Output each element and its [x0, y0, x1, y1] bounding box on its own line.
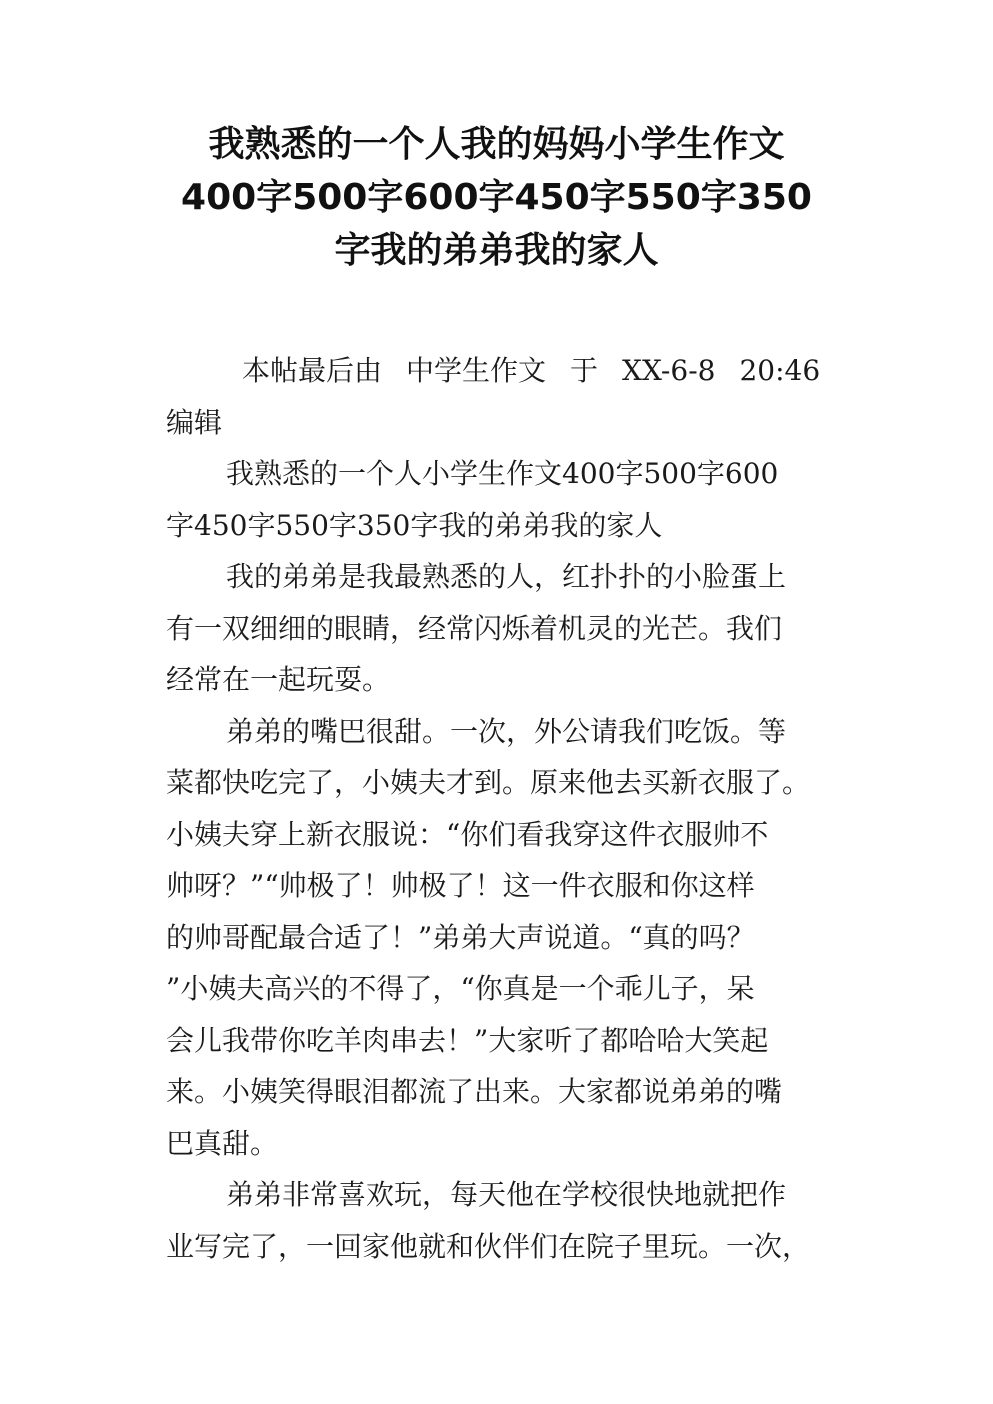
paragraph-line: 会儿我带你吃羊肉串去！”大家听了都哈哈大笑起: [166, 1023, 769, 1057]
paragraph-line: 巴真甜。: [166, 1126, 279, 1160]
title-line-3: 字我的弟弟我的家人: [334, 230, 659, 271]
title-line-1: 我熟悉的一个人我的妈妈小学生作文: [208, 124, 785, 165]
title-line-2: 400字500字600字450字550字350: [181, 177, 812, 218]
meta-at: 于: [570, 354, 599, 387]
paragraph-line: 的帅哥配最合适了！”弟弟大声说道。“真的吗？: [166, 920, 755, 954]
meta-prefix: 本帖最后由: [242, 354, 383, 387]
paragraph-line: 弟弟非常喜欢玩，每天他在学校很快地就把作: [226, 1178, 787, 1211]
meta-date: XX-6-8: [622, 354, 716, 387]
paragraph-line: 弟弟的嘴巴很甜。一次，外公请我们吃饭。等: [226, 714, 787, 748]
edit-meta-line: [166, 345, 846, 397]
paragraph-line: 有一双细细的眼睛，经常闪烁着机灵的光芒。我们: [166, 611, 783, 645]
paragraph-line: 菜都快吃完了，小姨夫才到。原来他去买新衣服了。: [166, 766, 811, 799]
paragraph-line: 字450字550字350字我的弟弟我的家人: [166, 508, 663, 542]
meta-author: 中学生作文: [406, 354, 547, 387]
document-body: [166, 345, 846, 1272]
paragraph-line: 我的弟弟是我最熟悉的人，红扑扑的小脸蛋上: [226, 560, 787, 593]
paragraph-line: 我熟悉的一个人小学生作文400字500字600: [226, 457, 779, 490]
paragraph-line: 经常在一起玩耍。: [166, 663, 391, 696]
document-title: [120, 118, 873, 277]
paragraph-line: 小姨夫穿上新衣服说：“你们看我穿这件衣服帅不: [166, 817, 769, 851]
paragraph-line: ”小姨夫高兴的不得了，“你真是一个乖儿子，呆: [166, 972, 755, 1005]
meta-time: 20:46: [739, 354, 821, 387]
meta-suffix: 编辑: [166, 405, 223, 439]
paragraph-line: 来。小姨笑得眼泪都流了出来。大家都说弟弟的嘴: [166, 1075, 783, 1108]
paragraph-line: 帅呀？”“帅极了！帅极了！这一件衣服和你这样: [166, 869, 755, 902]
paragraph-line: 业写完了，一回家他就和伙伴们在院子里玩。一次，: [166, 1229, 811, 1263]
